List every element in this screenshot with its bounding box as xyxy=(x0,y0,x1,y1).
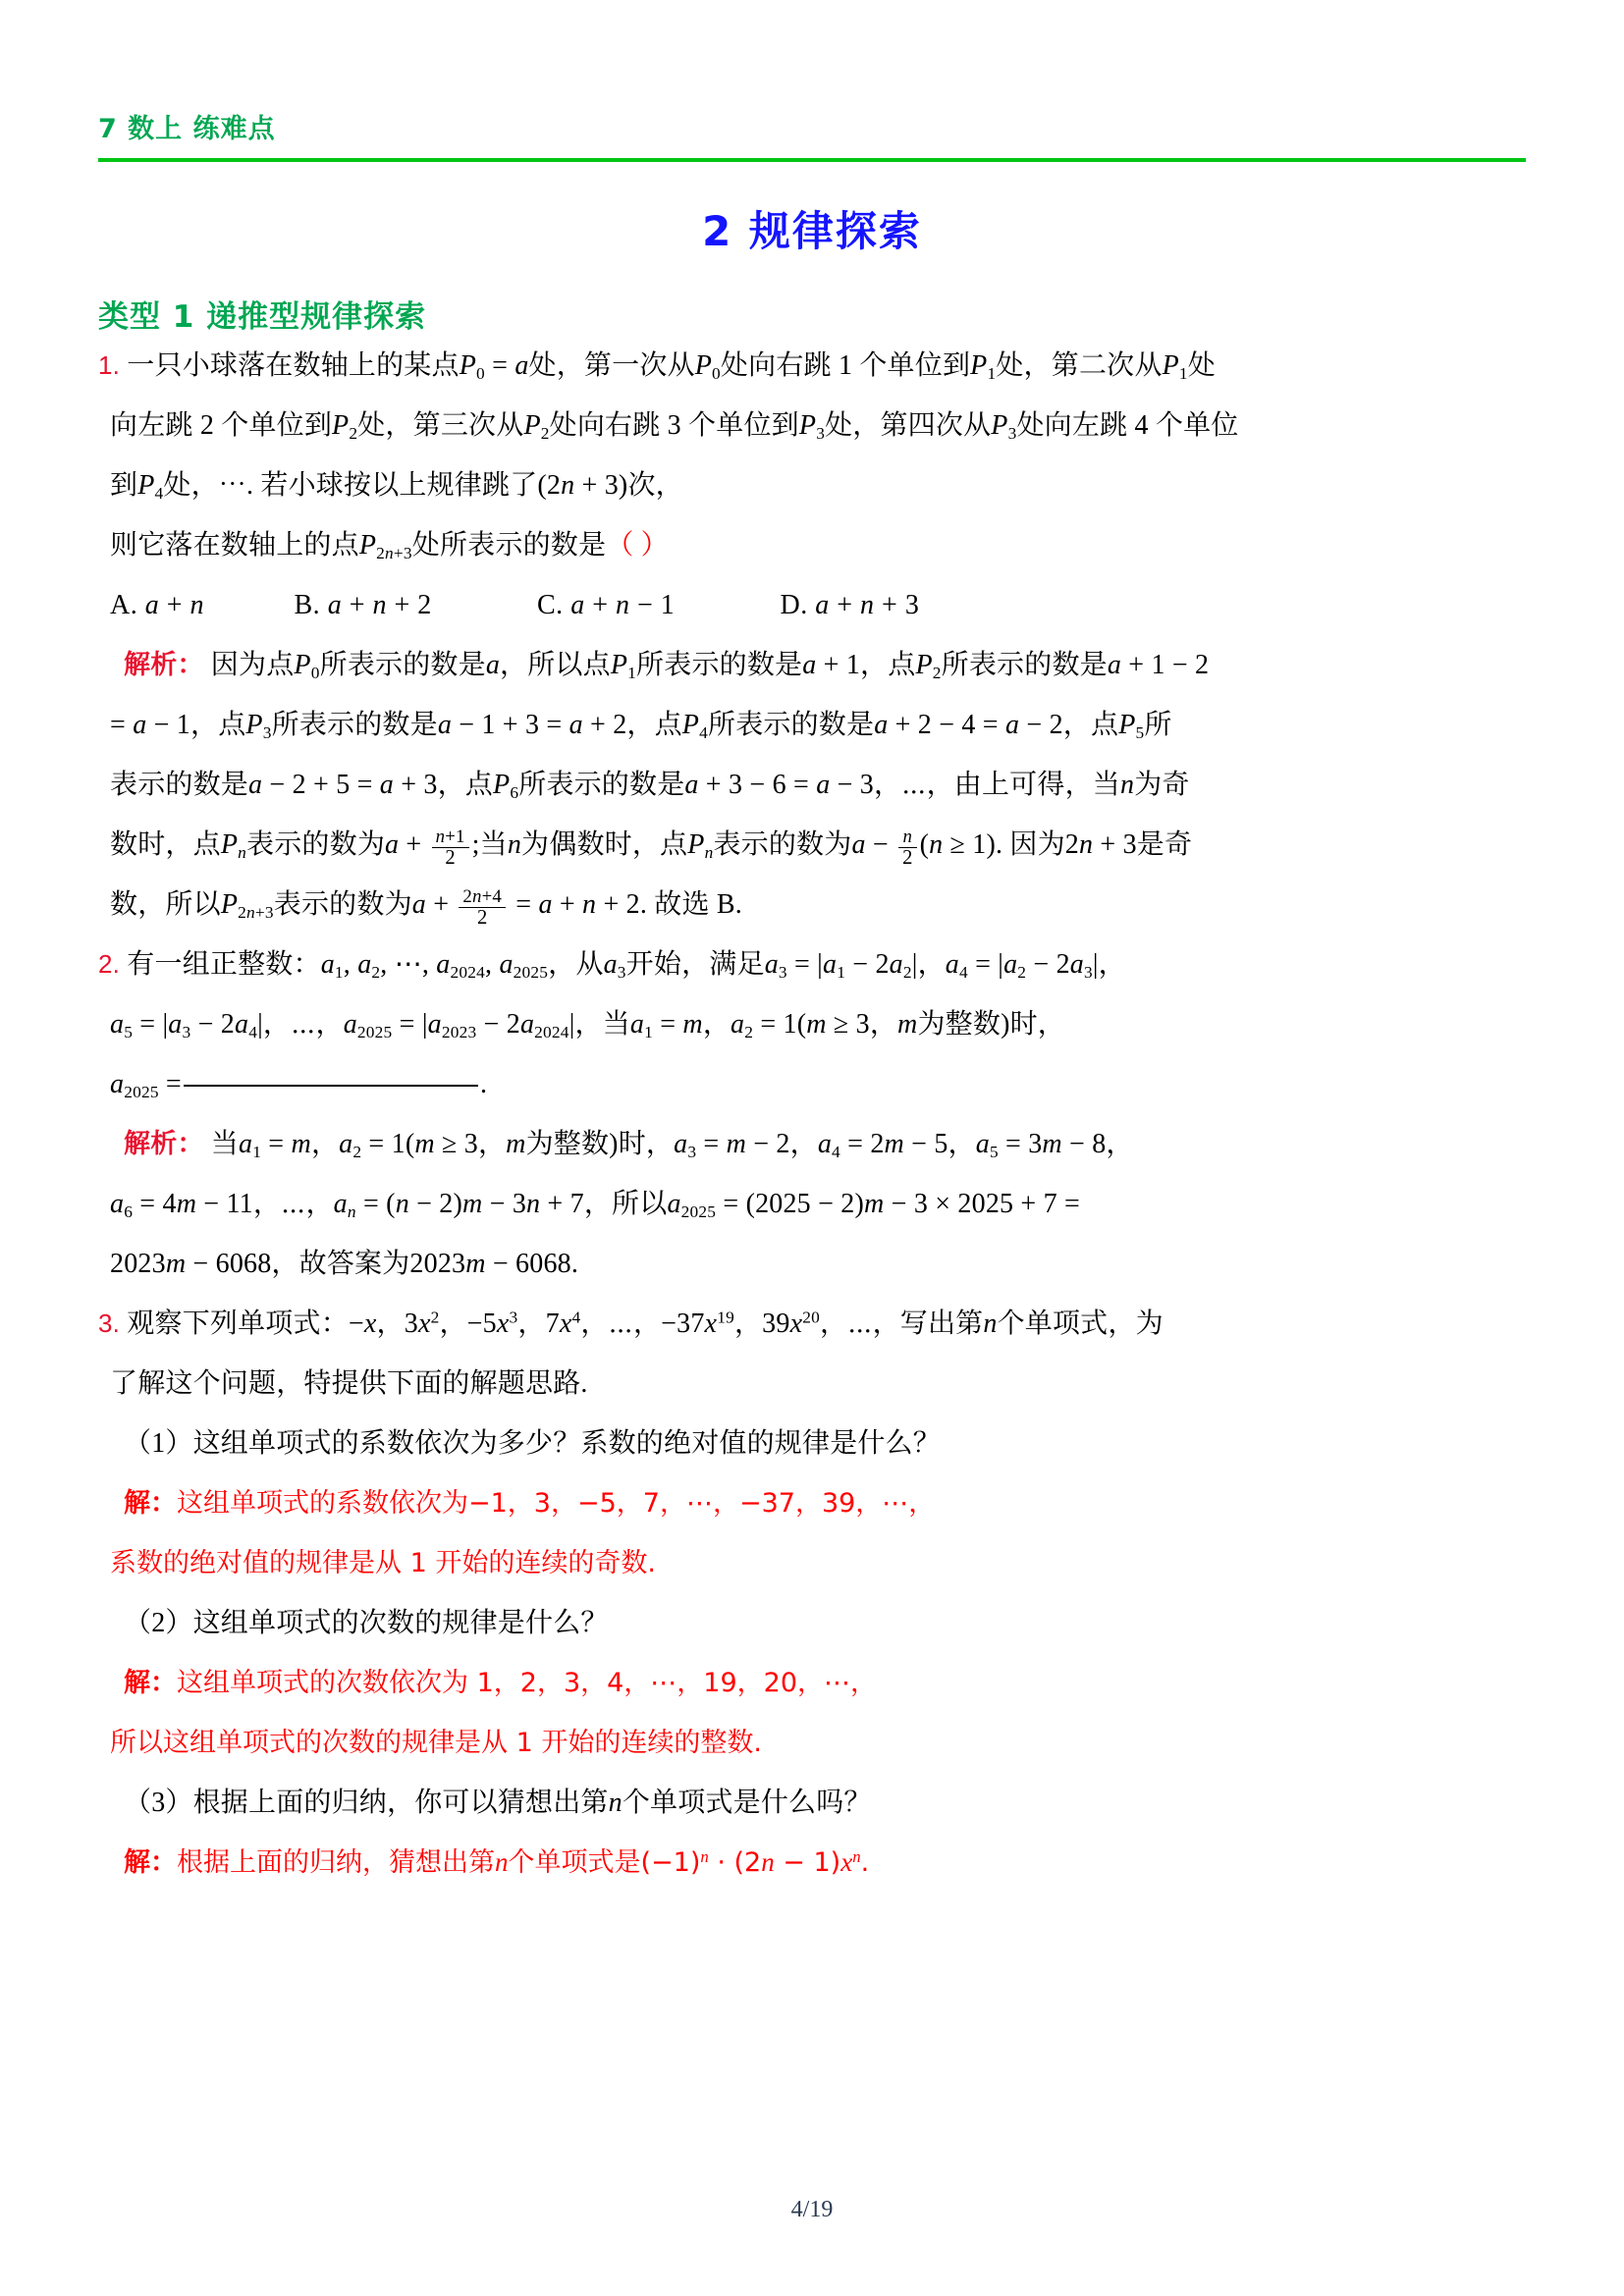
problem-2-line-3: $a_{2025}$ = . xyxy=(110,1069,488,1102)
problem-1-number: 1. xyxy=(98,350,121,380)
problem-3 xyxy=(98,1294,1526,1893)
problem-3-sub-2-answer-line-2: 所以这组单项式的次数的规律是从 1 开始的连续的整数. xyxy=(110,1728,762,1758)
type-heading: 类型 1 递推型规律探索 xyxy=(98,299,427,335)
problem-2-analysis-line-3: 2023m − 6068，故答案为2023m − 6068. xyxy=(110,1249,579,1279)
answer-label: 解： xyxy=(124,1668,177,1698)
problem-3-sub-2-question: （2）这组单项式的次数的规律是什么？ xyxy=(124,1608,609,1638)
problem-2-analysis-line-2: $a_6 = 4m - 11$，⋯，$a_n = (n - 2)m - 3n + 7$，所以$a_{2025} = (2025 - 2)m - 3 \times 2025 + 7$ = xyxy=(110,1189,1081,1222)
problem-3-line-2: 了解这个问题，特提供下面的解题思路. xyxy=(110,1368,588,1399)
problem-3-sub-3-question: （3）根据上面的归纳，你可以猜想出第n个单项式是什么吗？ xyxy=(124,1788,872,1818)
option-c[interactable]: C. a + n − 1 xyxy=(537,590,676,620)
problem-2-line-1: 2. 有一组正整数：$a_1$, $a_2$, ⋯, $a_{2024}$, $a_{2025}$，从$a_3$开始，满足$a_3 = |a_1 - 2a_2|$，$a_4 = |a_2 - 2a_3|$， xyxy=(98,949,1126,983)
problem-1-analysis-line-2: = a − 1，点$P_3$所表示的数是a − 1 + 3 = a + 2，点$P_4$所表示的数是a + 2 − 4 = a − 2，点$P_5$所 xyxy=(110,710,1172,743)
problem-3-sub-1-answer-line-1 xyxy=(98,1473,1526,1533)
page-title: 2 规律探索 xyxy=(702,207,922,255)
problem-1-options xyxy=(98,575,1526,635)
option-d[interactable]: D. a + n + 3 xyxy=(780,590,920,620)
answer-label: 解： xyxy=(124,1847,177,1878)
problem-1 xyxy=(98,336,1526,934)
answer-label: 解： xyxy=(124,1488,177,1519)
problem-1-line-2: 向左跳 2 个单位到$P_2$处，第三次从$P_2$处向右跳 3 个单位到$P_3$处，第四次从$P_3$处向左跳 4 个单位 xyxy=(110,410,1239,444)
page-footer: 4/19 xyxy=(790,2197,834,2222)
answer-text: 这组单项式的系数依次为−1，3，−5，7，⋯，−37，39，⋯， xyxy=(177,1488,936,1519)
analysis-label: 解析： xyxy=(124,1129,204,1159)
problem-2 xyxy=(98,934,1526,1294)
problem-1-analysis-line-4: 数时，点$P_n$表示的数为a + $\frac{n+1}{2}$ ;当n为偶数时，点$P_n$表示的数为a − $\frac{n}{2}$ (n ≥ 1). 因为2n + 3是奇 xyxy=(110,826,1193,869)
problem-1-line-4: 则它落在数轴上的点$P_{2n+3}$处所表示的数是（ ） xyxy=(110,530,669,563)
problem-3-number: 3. xyxy=(98,1308,121,1338)
analysis-label: 解析： xyxy=(124,650,204,680)
problem-3-line-1: 3. 观察下列单项式：−x，$3x^2$，$-5x^3$，$7x^4$，⋯，$-37x^{19}$，$39x^{20}$，⋯，写出第n个单项式，为 xyxy=(98,1308,1164,1339)
problem-3-sub-3-answer-line-1: 解：根据上面的归纳，猜想出第n个单项式是$(-1)^n \cdot (2n - 1)x^n$. xyxy=(124,1846,870,1878)
problem-3-sub-2-answer-line-1 xyxy=(98,1653,1526,1713)
problem-2-line-2: $a_5 = |a_3 - 2a_4|$，⋯，$a_{2025} = |a_{2023} - 2a_{2024}|$，当$a_1 = m$，$a_2 = 1(m \ge 3$，m为整数)时， xyxy=(110,1009,1065,1042)
option-a[interactable]: A. a + n xyxy=(110,590,205,620)
option-b[interactable]: B. a + n + 2 xyxy=(294,590,432,620)
problem-1-analysis-line-3: 表示的数是a − 2 + 5 = a + 3，点$P_6$所表示的数是a + 3 − 6 = a − 3，⋯，由上可得，当n为奇 xyxy=(110,770,1190,803)
problem-1-analysis-line-1: 解析： 因为点$P_0$所表示的数是a，所以点$P_1$所表示的数是a + 1，点$P_2$所表示的数是a + 1 − 2 xyxy=(124,650,1210,683)
header-rule xyxy=(98,158,1526,162)
answer-text: 这组单项式的次数依次为 1，2，3，4，⋯，19，20，⋯， xyxy=(177,1668,878,1698)
answer-blank[interactable] xyxy=(184,1084,478,1087)
problem-1-analysis-line-5: 数，所以$P_{2n+3}$表示的数为a + $\frac{2n+4}{2}$ = a + n + 2. 故选 B. xyxy=(110,885,742,929)
problem-2-number: 2. xyxy=(98,949,121,979)
problem-3-sub-1-question: （1）这组单项式的系数依次为多少？系数的绝对值的规律是什么？ xyxy=(124,1428,942,1459)
problem-1-line-3: 到$P_4$处，⋯. 若小球按以上规律跳了(2n + 3)次， xyxy=(110,470,683,504)
running-head: 7 数上 练难点 xyxy=(98,114,276,144)
problem-3-sub-1-answer-line-2: 系数的绝对值的规律是从 1 开始的连续的奇数. xyxy=(110,1548,656,1578)
problem-2-analysis-line-1: 解析： 当$a_1 = m$，$a_2 = 1(m \ge 3$，m为整数)时，$a_3 = m - 2$，$a_4 = 2m - 5$，$a_5 = 3m - 8$， xyxy=(124,1129,1134,1162)
problem-1-line-1: 1. 一只小球落在数轴上的某点$P_0 = a$处，第一次从$P_0$处向右跳 1 个单位到$P_1$处，第二次从$P_1$处 xyxy=(98,350,1216,384)
